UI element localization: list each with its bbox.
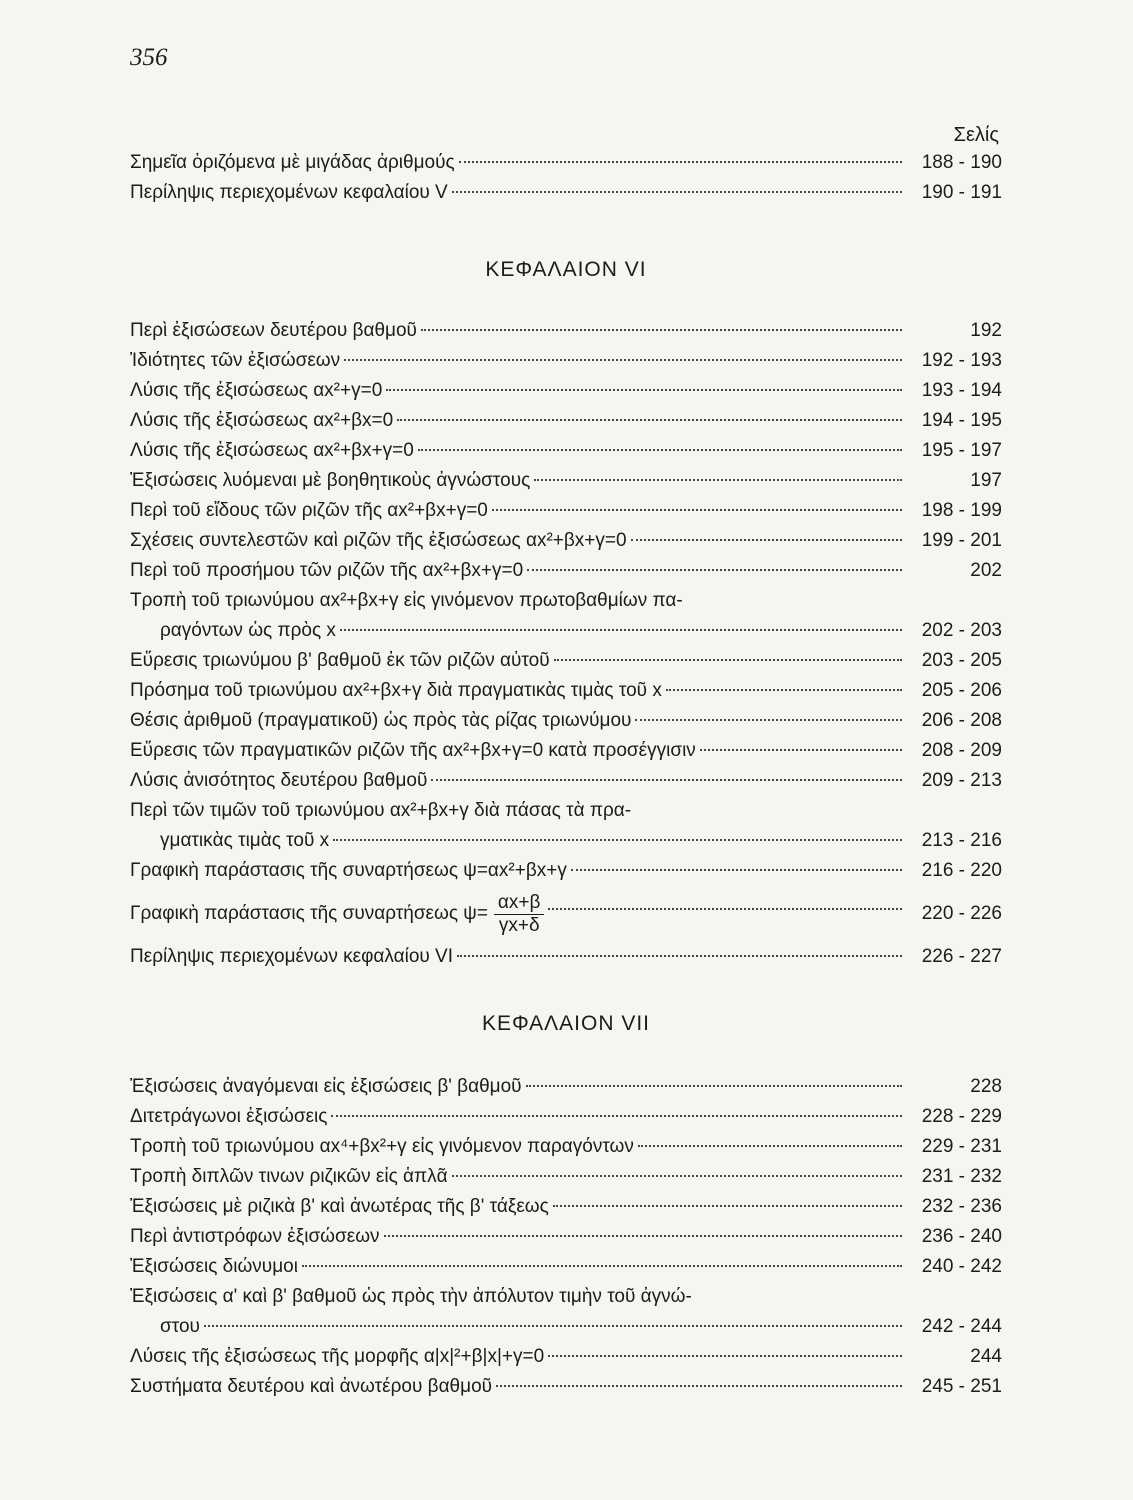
toc-entry-pages: 236 - 240 xyxy=(921,1226,1002,1247)
toc-entry-pages: 205 - 206 xyxy=(921,680,1002,701)
toc-entry xyxy=(130,526,1002,556)
toc-entry-title: Σημεῖα ὁριζόμενα μὲ μιγάδας ἀριθμούς xyxy=(130,152,455,173)
toc-entry-title: Περίληψις περιεχομένων κεφαλαίου V xyxy=(130,182,448,203)
toc-entry-pages: 202 xyxy=(970,560,1002,581)
chapter-heading: ΚΕΦΑΛΑΙΟΝ VII xyxy=(481,1012,651,1035)
toc-entry-title: Γραφικὴ παράστασις τῆς συναρτήσεως ψ=αx²+βx+γ xyxy=(130,860,567,881)
toc-entry xyxy=(130,1312,1002,1342)
toc-entry-title: Λύσις ἀνισότητος δευτέρου βαθμοῦ xyxy=(130,770,428,791)
toc-entry-title: Ἐξισώσεις α' καὶ β' βαθμοῦ ὡς πρὸς τὴν ἀπόλυτον τιμὴν τοῦ ἀγνώ- xyxy=(130,1286,692,1307)
toc-entry-pages: 228 - 229 xyxy=(921,1106,1002,1127)
leader-dots xyxy=(492,509,902,511)
toc-entry-title-continued: γματικὰς τιμὰς τοῦ x xyxy=(160,830,330,851)
toc-entry-pages: 197 xyxy=(970,470,1002,491)
toc-entry-pages: 231 - 232 xyxy=(921,1166,1002,1187)
toc-entry xyxy=(130,436,1002,466)
toc-entry xyxy=(130,766,1002,796)
toc-entry xyxy=(130,616,1002,646)
leader-dots xyxy=(534,479,902,481)
toc-entry xyxy=(130,406,1002,436)
toc-entry-pages: 208 - 209 xyxy=(921,740,1002,761)
toc-entry-pages: 209 - 213 xyxy=(921,770,1002,791)
leader-dots xyxy=(548,908,902,910)
toc-entry-title-continued: ραγόντων ὡς πρὸς x xyxy=(160,620,336,641)
toc-entry xyxy=(130,646,1002,676)
toc-entry-title: Πρόσημα τοῦ τριωνύμου αx²+βx+γ διὰ πραγματικὰς τιμὰς τοῦ x xyxy=(130,680,662,701)
leader-dots xyxy=(386,389,902,391)
pages-column-header: Σελίς xyxy=(953,124,999,146)
leader-dots xyxy=(554,659,902,661)
toc-entry xyxy=(130,376,1002,406)
toc-entry-title: Ἐξισώσεις λυόμεναι μὲ βοηθητικοὺς ἀγνώστους xyxy=(130,470,531,491)
toc-entry-pages: 192 xyxy=(970,320,1002,341)
leader-dots xyxy=(527,569,902,571)
toc-entry-pages: 220 - 226 xyxy=(921,903,1002,924)
toc-entry-title: Ἐξισώσεις ἀναγόμεναι εἰς ἐξισώσεις β' βαθμοῦ xyxy=(130,1076,522,1097)
chapter-heading: ΚΕΦΑΛΑΙΟΝ VI xyxy=(485,258,647,281)
toc-entry-pages: 229 - 231 xyxy=(921,1136,1002,1157)
leader-dots xyxy=(571,869,902,871)
leader-dots xyxy=(700,749,902,751)
toc-entry-title: Λύσις τῆς ἐξισώσεως αx²+γ=0 xyxy=(130,380,383,401)
leader-dots xyxy=(421,329,902,331)
toc-entry-pages: 228 xyxy=(970,1076,1002,1097)
leader-dots xyxy=(431,779,902,781)
toc-entry-pages: 226 - 227 xyxy=(921,946,1002,967)
toc-entry-pages: 190 - 191 xyxy=(921,182,1002,203)
toc-entry-title: Εὕρεσις τῶν πραγματικῶν ριζῶν τῆς αx²+βx+γ=0 κατὰ προσέγγισιν xyxy=(130,740,696,761)
toc-entry-pages: 203 - 205 xyxy=(921,650,1002,671)
toc-entry-pages: 188 - 190 xyxy=(921,152,1002,173)
toc-entry-pages: 216 - 220 xyxy=(921,860,1002,881)
leader-dots xyxy=(553,1205,902,1207)
toc-entry xyxy=(130,706,1002,736)
toc-entry xyxy=(130,1162,1002,1192)
toc-entry xyxy=(130,1132,1002,1162)
toc-entry-title: Περίληψις περιεχομένων κεφαλαίου VI xyxy=(130,946,454,967)
leader-dots xyxy=(631,539,902,541)
leader-dots xyxy=(452,1175,902,1177)
toc-entry-title-continued: στου xyxy=(160,1316,200,1337)
toc-entry-line1 xyxy=(130,586,1002,616)
toc-entry xyxy=(130,1372,1002,1402)
toc-entry xyxy=(130,1072,1002,1102)
leader-dots xyxy=(204,1325,902,1327)
toc-entry-pages: 240 - 242 xyxy=(921,1256,1002,1277)
toc-entry xyxy=(130,856,1002,886)
toc-entry xyxy=(130,942,1002,972)
leader-dots xyxy=(384,1235,902,1237)
toc-entry-title: Συστήματα δευτέρου καὶ ἀνωτέρου βαθμοῦ xyxy=(130,1376,493,1397)
leader-dots xyxy=(496,1385,902,1387)
leader-dots xyxy=(666,689,902,691)
toc-entry-title: Εὕρεσις τριωνύμου β' βαθμοῦ ἐκ τῶν ριζῶν αὐτοῦ xyxy=(130,650,550,671)
toc-entry xyxy=(130,496,1002,526)
toc-entry xyxy=(130,736,1002,766)
leader-dots xyxy=(302,1265,902,1267)
fraction-denominator: γx+δ xyxy=(498,914,540,936)
toc-entry xyxy=(130,346,1002,376)
leader-dots xyxy=(457,955,902,957)
toc-entry xyxy=(130,676,1002,706)
toc-entry-title: Περὶ τῶν τιμῶν τοῦ τριωνύμου αx²+βx+γ διὰ πάσας τὰ πρα- xyxy=(130,800,632,821)
toc-entry-title: Θέσις ἀριθμοῦ (πραγματικοῦ) ὡς πρὸς τὰς ρίζας τριωνύμου xyxy=(130,710,632,731)
leader-dots xyxy=(638,1145,902,1147)
toc-entry-title: Τροπὴ διπλῶν τινων ριζικῶν εἰς ἁπλᾶ xyxy=(130,1166,448,1187)
toc-entry-title: Περὶ ἐξισώσεων δευτέρου βαθμοῦ xyxy=(130,320,417,341)
toc-entry-pages: 202 - 203 xyxy=(921,620,1002,641)
leader-dots xyxy=(333,839,902,841)
toc-entry xyxy=(130,556,1002,586)
toc-entry-title: Τροπὴ τοῦ τριωνύμου αx²+βx+γ εἰς γινόμενον πρωτοβαθμίων πα- xyxy=(130,590,683,611)
toc-entry-pages: 199 - 201 xyxy=(921,530,1002,551)
toc-entry-title: Γραφικὴ παράστασις τῆς συναρτήσεως ψ= xyxy=(130,903,488,924)
toc-entry xyxy=(130,316,1002,346)
toc-entry-title: Ἰδιότητες τῶν ἐξισώσεων xyxy=(130,350,341,371)
leader-dots xyxy=(452,191,902,193)
toc-entry-pages: 195 - 197 xyxy=(921,440,1002,461)
toc-entry-pages: 242 - 244 xyxy=(921,1316,1002,1337)
toc-entry-title: Λύσεις τῆς ἐξισώσεως τῆς μορφῆς α|x|²+β|x|+γ=0 xyxy=(130,1346,545,1367)
toc-entry-pages: 213 - 216 xyxy=(921,830,1002,851)
toc-entry-pages: 232 - 236 xyxy=(921,1196,1002,1217)
toc-entry-title: Ἐξισώσεις διώνυμοι xyxy=(130,1256,298,1277)
page-number: 356 xyxy=(130,44,168,71)
toc-entry-pages: 206 - 208 xyxy=(921,710,1002,731)
leader-dots xyxy=(340,629,902,631)
fraction xyxy=(494,892,545,937)
toc-entry xyxy=(130,1192,1002,1222)
toc-entry xyxy=(130,466,1002,496)
toc-entry-title: Περὶ τοῦ προσήμου τῶν ριζῶν τῆς αx²+βx+γ=0 xyxy=(130,560,524,581)
toc-entry-pages: 244 xyxy=(970,1346,1002,1367)
toc-entry xyxy=(130,1252,1002,1282)
leader-dots xyxy=(459,161,902,163)
toc-entry-title: Περὶ τοῦ εἴδους τῶν ριζῶν τῆς αx²+βx+γ=0 xyxy=(130,500,488,521)
toc-entry xyxy=(130,1222,1002,1252)
toc-entry-pages: 194 - 195 xyxy=(921,410,1002,431)
toc-entry-title: Ἐξισώσεις μὲ ριζικὰ β' καὶ ἀνωτέρας τῆς β' τάξεως xyxy=(130,1196,549,1217)
leader-dots xyxy=(548,1355,902,1357)
toc-entry-line1 xyxy=(130,1282,1002,1312)
toc-entry-title: Διτετράγωνοι ἐξισώσεις xyxy=(130,1106,328,1127)
leader-dots xyxy=(397,419,902,421)
toc-entry xyxy=(130,148,1002,178)
leader-dots xyxy=(635,719,902,721)
toc-entry-title: Τροπὴ τοῦ τριωνύμου αx⁴+βx²+γ εἰς γινόμενον παραγόντων xyxy=(130,1136,634,1157)
toc-entry xyxy=(130,1342,1002,1372)
leader-dots xyxy=(344,359,902,361)
toc-entry-line1 xyxy=(130,796,1002,826)
toc-entry-pages: 193 - 194 xyxy=(921,380,1002,401)
toc-entry-pages: 245 - 251 xyxy=(921,1376,1002,1397)
toc-entry-title: Σχέσεις συντελεστῶν καὶ ριζῶν τῆς ἐξισώσεως αx²+βx+γ=0 xyxy=(130,530,627,551)
toc-entry-title: Περὶ ἀντιστρόφων ἐξισώσεων xyxy=(130,1226,380,1247)
toc-entry xyxy=(130,1102,1002,1132)
toc-entry xyxy=(130,826,1002,856)
leader-dots xyxy=(418,449,902,451)
leader-dots xyxy=(331,1115,902,1117)
toc-entry xyxy=(130,178,1002,208)
fraction-numerator: αx+β xyxy=(494,892,545,915)
toc-entry-pages: 192 - 193 xyxy=(921,350,1002,371)
toc-entry-title: Λύσις τῆς ἐξισώσεως αx²+βx=0 xyxy=(130,410,394,431)
toc-entry-pages: 198 - 199 xyxy=(921,500,1002,521)
leader-dots xyxy=(526,1085,902,1087)
toc-entry-title: Λύσις τῆς ἐξισώσεως αx²+βx+γ=0 xyxy=(130,440,414,461)
toc-entry xyxy=(130,890,1002,938)
